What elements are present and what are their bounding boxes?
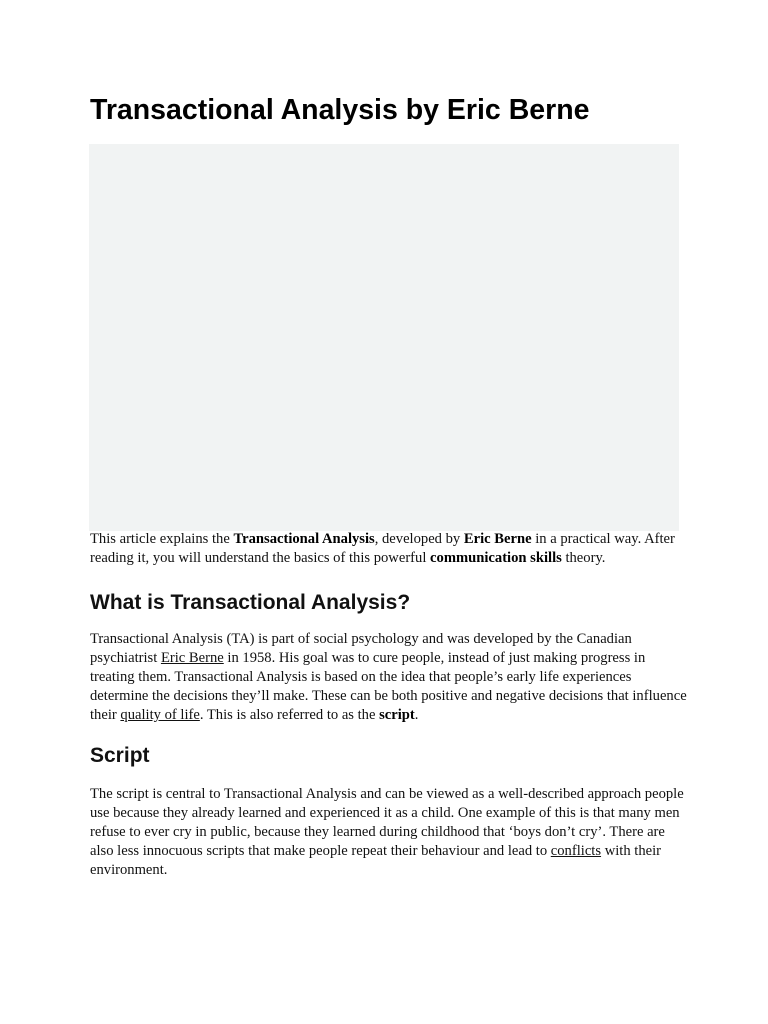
what-bold-script: script: [379, 707, 415, 723]
section-heading-what-is-ta: What is Transactional Analysis?: [90, 591, 411, 614]
what-text-3: . This is also referred to as the: [199, 707, 380, 723]
page-title: Transactional Analysis by Eric Berne: [90, 94, 590, 126]
intro-paragraph: [90, 530, 690, 568]
what-text-1: Transactional Analysis (TA) is part of social psychology and was developed by the Canadian psychiatrist: [90, 631, 632, 666]
what-text-4: .: [414, 707, 419, 723]
intro-bold-1: Transactional Analysis: [233, 531, 375, 547]
intro-text-2: , developed by: [374, 531, 464, 547]
intro-bold-2: Eric Berne: [463, 531, 532, 547]
section-heading-script: Script: [90, 744, 150, 767]
eric-berne-link[interactable]: Eric Berne: [160, 650, 224, 666]
script-text-2: with their environment.: [90, 843, 662, 878]
article-image-placeholder: [89, 144, 679, 531]
quality-of-life-link[interactable]: quality of life: [120, 707, 200, 723]
what-is-ta-paragraph: [90, 630, 690, 725]
intro-text-3: in a practical way. After reading it, you will understand the basics of this powerful: [90, 531, 675, 566]
intro-text-1: This article explains the: [90, 531, 234, 547]
script-paragraph: [90, 785, 690, 880]
what-text-2: in 1958. His goal was to cure people, instead of just making progress in treating them. Transactional Analysis is based on the idea that people’s early life experiences determine the decisions they’ll make. These can be both positive and negative decisions that influence their: [90, 650, 687, 723]
script-text-1: The script is central to Transactional Analysis and can be viewed as a well-described approach people use because they already learned and experienced it as a child. One example of this is that many men refuse to ever cry in public, because they learned during childhood that ‘boys don’t cry’. There are also less innocuous scripts that make people repeat their behaviour and lead to: [90, 786, 684, 859]
intro-bold-3: communication skills: [430, 550, 562, 566]
conflicts-link[interactable]: conflicts: [550, 843, 602, 859]
intro-text-4: theory.: [561, 550, 606, 566]
